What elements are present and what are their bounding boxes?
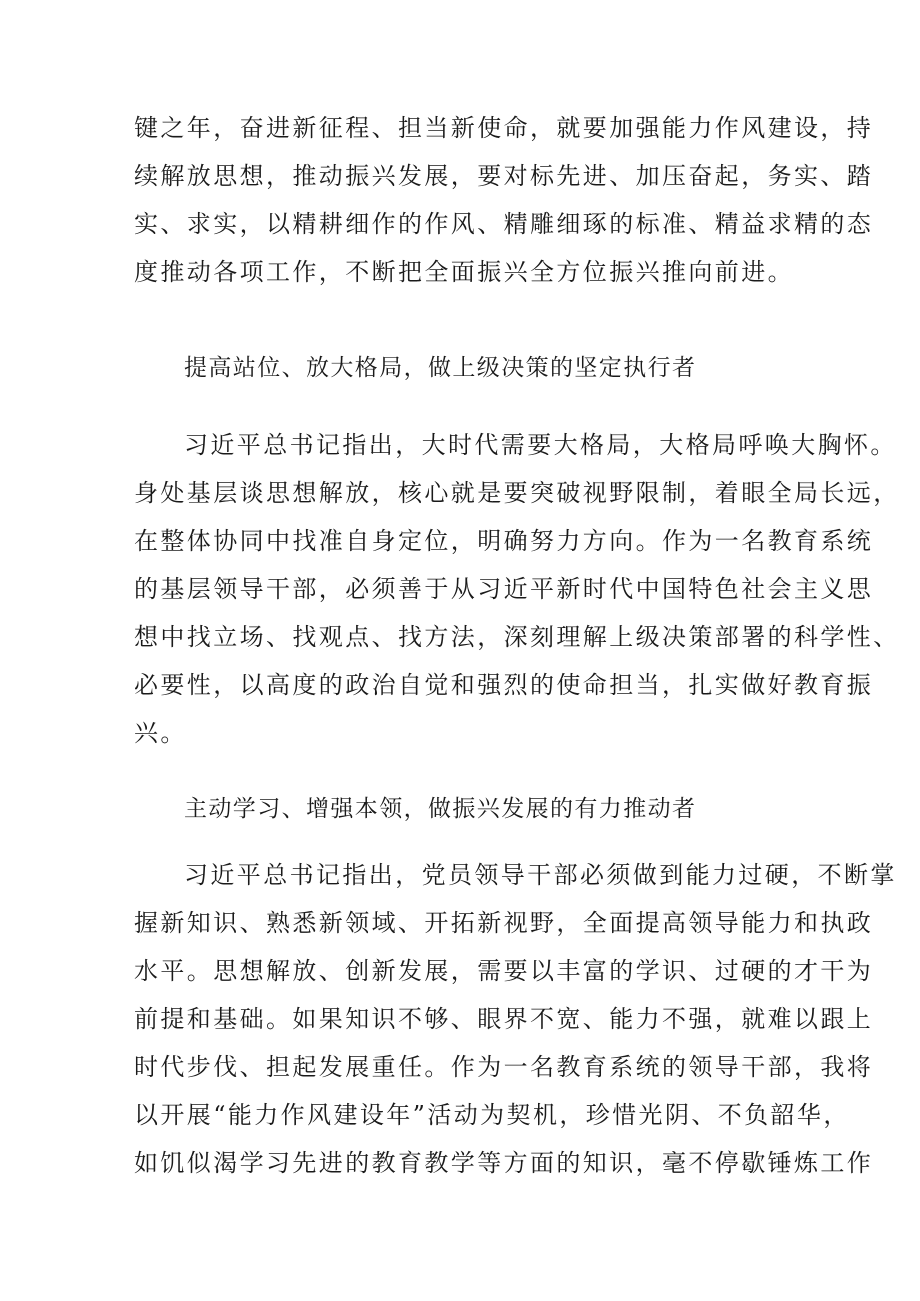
paragraph-line: 时代步伐、担起发展重任。作为一名教育系统的领导干部，我将	[134, 1053, 874, 1081]
paragraph-line: 度推动各项工作，不断把全面振兴全方位振兴推向前进。	[134, 258, 794, 286]
section-heading: 主动学习、增强本领，做振兴发展的有力推动者	[184, 796, 697, 822]
paragraph-line: 实、求实，以精耕细作的作风、精雕细琢的标准、精益求精的态	[134, 210, 874, 238]
paragraph-line: 续解放思想，推动振兴发展，要对标先进、加压奋起，务实、踏	[134, 162, 874, 190]
paragraph-line: 的基层领导干部，必须善于从习近平新时代中国特色社会主义思	[134, 575, 874, 603]
paragraph-line: 水平。思想解放、创新发展，需要以丰富的学识、过硬的才干为	[134, 957, 874, 985]
paragraph-line: 必要性，以高度的政治自觉和强烈的使命担当，扎实做好教育振	[134, 671, 874, 699]
paragraph-line: 键之年，奋进新征程、担当新使命，就要加强能力作风建设，持	[134, 114, 874, 142]
paragraph-line: 握新知识、熟悉新领域、开拓新视野，全面提高领导能力和执政	[134, 909, 874, 937]
paragraph-line: 身处基层谈思想解放，核心就是要突破视野限制，着眼全局长远，	[134, 479, 900, 507]
paragraph-line: 如饥似渴学习先进的教育教学等方面的知识，毫不停歇锤炼工作	[134, 1149, 874, 1177]
paragraph-line: 习近平总书记指出，党员领导干部必须做到能力过硬，不断掌	[184, 861, 897, 889]
paragraph-line: 习近平总书记指出，大时代需要大格局，大格局呼唤大胸怀。	[184, 431, 897, 459]
paragraph-line: 在整体协同中找准自身定位，明确努力方向。作为一名教育系统	[134, 527, 874, 555]
paragraph-line: 以开展“能力作风建设年”活动为契机，珍惜光阴、不负韶华，	[134, 1101, 850, 1129]
section-heading: 提高站位、放大格局，做上级决策的坚定执行者	[184, 355, 697, 381]
paragraph-line: 兴。	[134, 719, 187, 747]
paragraph-line: 想中找立场、找观点、找方法，深刻理解上级决策部署的科学性、	[134, 623, 900, 651]
paragraph-line: 前提和基础。如果知识不够、眼界不宽、能力不强，就难以跟上	[134, 1005, 874, 1033]
